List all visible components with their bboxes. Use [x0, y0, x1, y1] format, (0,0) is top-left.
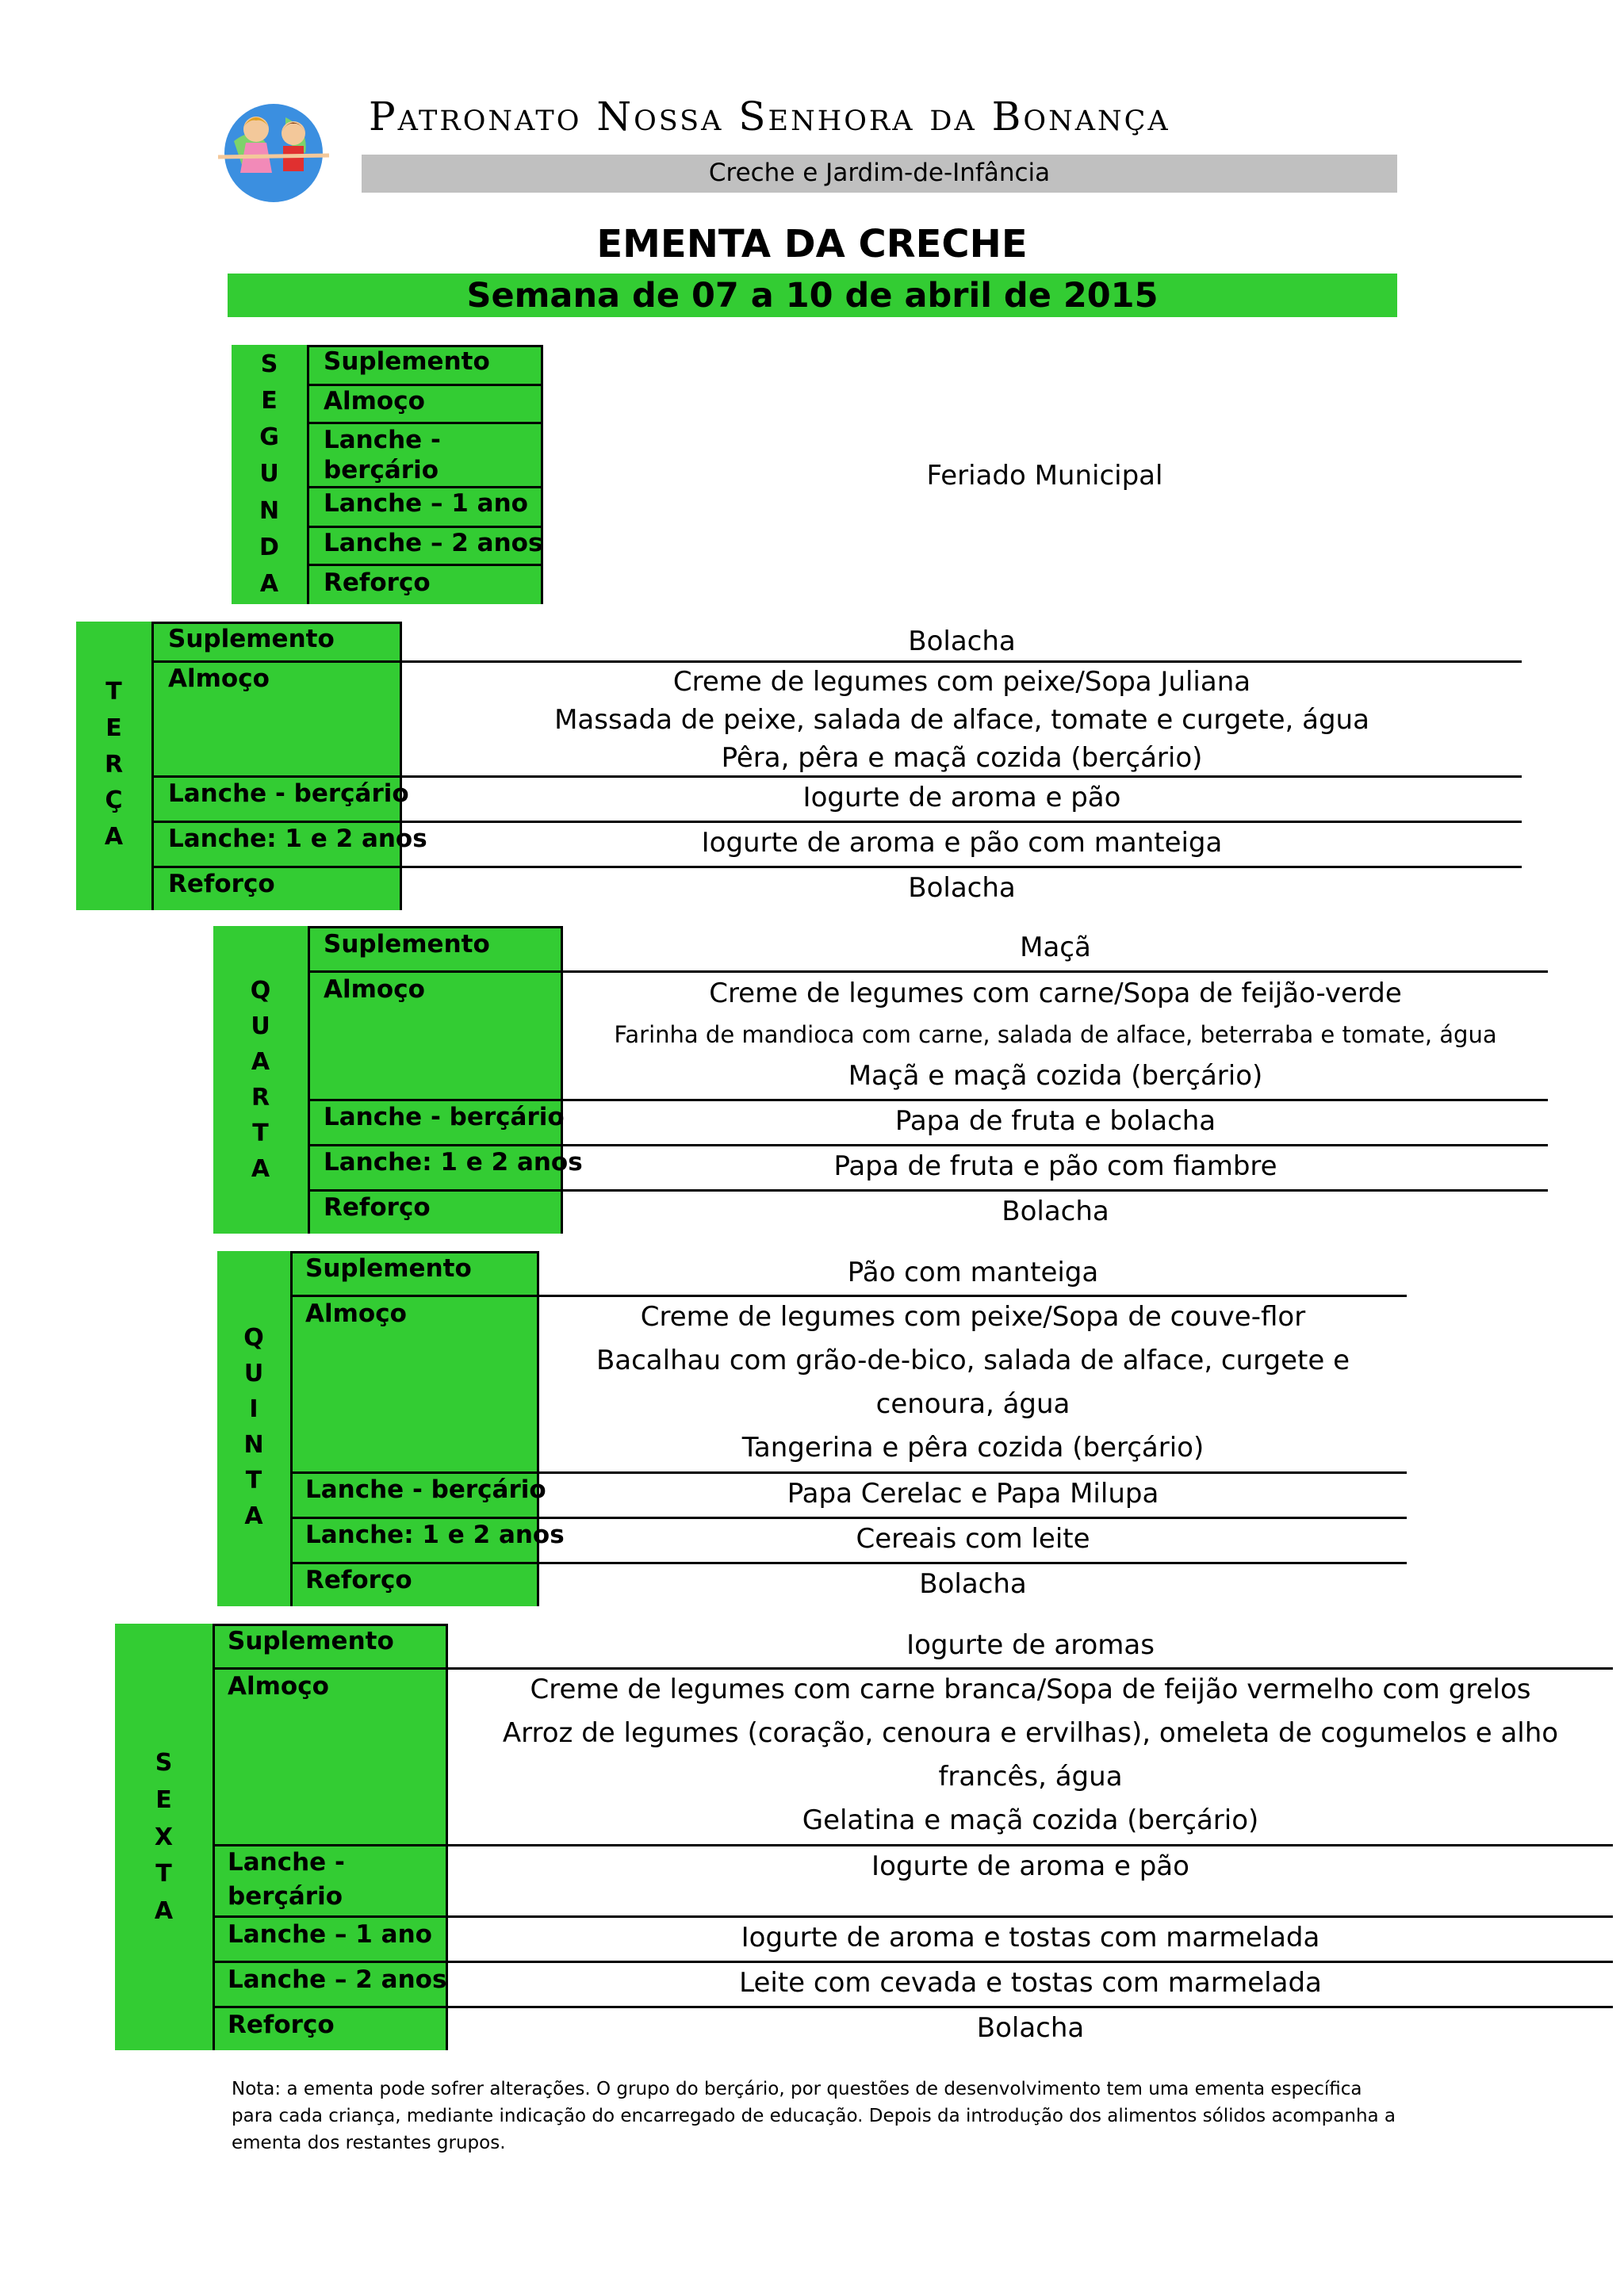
day-name-segunda [232, 350, 307, 598]
row-label: berçário [228, 1882, 343, 1911]
lanche-anos-value: Papa de fruta e pão com fiambre [833, 1150, 1277, 1182]
day-letter: A [251, 1155, 270, 1183]
day-letter: U [259, 460, 279, 488]
day-letter: S [155, 1749, 173, 1777]
row-label: Lanche - [324, 426, 441, 454]
lanche-bercario-value: Iogurte de aroma e pão [871, 1850, 1189, 1882]
day-letter: D [259, 533, 279, 561]
almoco-line: Bacalhau com grão-de-bico, salada de alface, curgete e [596, 1345, 1350, 1376]
day-letter: T [105, 678, 122, 706]
day-letter: R [251, 1084, 270, 1112]
almoco-line: Creme de legumes com peixe/Sopa Juliana [672, 666, 1251, 698]
reforco-value: Bolacha [919, 1568, 1027, 1600]
almoco-line: Creme de legumes com carne branca/Sopa de feijão vermelho com grelos [530, 1674, 1531, 1705]
row-label: Suplemento [324, 930, 490, 959]
lanche-bercario-value: Papa Cerelac e Papa Milupa [787, 1478, 1159, 1510]
row-label: Reforço [324, 1193, 431, 1222]
almoco-line: Gelatina e maçã cozida (berçário) [802, 1804, 1259, 1836]
day-name-sexta [115, 1749, 213, 1925]
almoco-line: Maçã e maçã cozida (berçário) [848, 1060, 1263, 1092]
row-label: Suplemento [305, 1254, 472, 1283]
row-label: Lanche: 1 e 2 anos [305, 1521, 565, 1549]
lanche-bercario-value: Papa de fruta e bolacha [894, 1105, 1216, 1137]
day-letter: T [155, 1860, 172, 1888]
row-label: Suplemento [168, 625, 335, 653]
row-label: Lanche – 2 anos [324, 529, 543, 557]
day-letter: Ç [105, 786, 123, 815]
day-letter: E [155, 1785, 172, 1814]
day-letter: G [259, 423, 279, 452]
day-name-terca [76, 678, 151, 851]
row-label: Lanche - berçário [305, 1475, 546, 1504]
page-title: EMENTA DA CRECHE [596, 222, 1028, 266]
row-label: Almoço [305, 1299, 407, 1328]
almoco-line: Tangerina e pêra cozida (berçário) [741, 1432, 1205, 1464]
almoco-line: Arroz de legumes (coração, cenoura e ervilhas), omeleta de cogumelos e alho [502, 1717, 1559, 1749]
day-name-quarta [213, 977, 308, 1183]
row-label: Suplemento [228, 1627, 394, 1655]
row-label: Lanche: 1 e 2 anos [168, 825, 427, 853]
lanche-anos-value: Iogurte de aroma e pão com manteiga [701, 827, 1223, 859]
lanche-bercario-value: Iogurte de aroma e pão [802, 782, 1121, 813]
row-label: Suplemento [324, 347, 490, 376]
almoco-line: Massada de peixe, salada de alface, tomate e curgete, água [554, 704, 1369, 736]
suplemento-value: Iogurte de aromas [906, 1629, 1155, 1661]
suplemento-value: Bolacha [908, 626, 1016, 657]
reforco-value: Bolacha [976, 2012, 1085, 2044]
day-letter: T [245, 1467, 262, 1494]
day-letter: N [243, 1431, 264, 1459]
day-letter: T [252, 1119, 269, 1147]
divider [290, 1251, 293, 1606]
day-letter: X [154, 1823, 174, 1851]
almoco-value [448, 1668, 1613, 1843]
organization-name: Patronato Nossa Senhora da Bonança [369, 94, 1170, 140]
row-label: Lanche – 1 ano [228, 1920, 432, 1949]
lanche-2anos-value: Leite com cevada e tostas com marmelada [739, 1967, 1322, 1999]
day-letter: A [104, 823, 124, 851]
day-letter: Q [250, 977, 271, 1004]
row-label: Lanche - berçário [324, 1103, 565, 1131]
day-letter: N [259, 496, 280, 525]
day-letter: A [244, 1502, 263, 1530]
row-label: Lanche – 2 anos [228, 1965, 447, 1994]
almoco-value [539, 1295, 1407, 1470]
children-globe-logo [210, 94, 337, 205]
row-label: Almoço [324, 975, 425, 1004]
row-label: Almoço [168, 664, 270, 693]
day-letter: E [261, 387, 278, 415]
row-label: Lanche - berçário [168, 779, 409, 808]
row-label: Reforço [168, 870, 275, 898]
day-letter: Q [243, 1324, 264, 1352]
footnote: Nota: a ementa pode sofrer alterações. O grupo do berçário, por questões de desenvolvimento tem uma ementa específica para cada criança, mediante indicação do encarregado de educação. Depois da introdução dos alimentos sólidos acompanha a ementa dos restantes grupos. [232, 2079, 1396, 2153]
row-label: berçário [324, 456, 439, 484]
almoco-line: Farinha de mandioca com carne, salada de alface, beterraba e tomate, água [614, 1021, 1497, 1048]
divider [213, 1624, 215, 2050]
week-range: Semana de 07 a 10 de abril de 2015 [466, 276, 1159, 316]
day-letter: U [243, 1360, 264, 1387]
holiday-note: Feriado Municipal [926, 460, 1163, 492]
suplemento-value: Pão com manteiga [847, 1257, 1099, 1288]
suplemento-value: Maçã [1020, 932, 1091, 963]
day-letter: S [260, 350, 278, 378]
day-letter: E [105, 714, 122, 742]
day-letter: A [251, 1048, 270, 1076]
day-letter: I [249, 1395, 259, 1423]
day-name-quinta [217, 1324, 290, 1530]
almoco-line: cenoura, água [875, 1388, 1071, 1420]
reforco-value: Bolacha [908, 872, 1016, 904]
almoco-line: Creme de legumes com peixe/Sopa de couve-flor [640, 1301, 1306, 1333]
row-label: Lanche – 1 ano [324, 489, 528, 518]
row-label: Reforço [305, 1566, 412, 1594]
lanche-anos-value: Cereais com leite [856, 1523, 1090, 1555]
almoco-value [563, 973, 1548, 1096]
divider [307, 564, 543, 566]
day-letter: A [154, 1897, 174, 1925]
reforco-value: Bolacha [1002, 1196, 1109, 1227]
day-letter: U [251, 1012, 270, 1040]
almoco-line: Creme de legumes com carne/Sopa de feijão-verde [709, 978, 1402, 1009]
row-label: Almoço [324, 387, 425, 415]
row-label: Lanche: 1 e 2 anos [324, 1148, 583, 1177]
day-letter: A [259, 569, 279, 598]
day-letter: R [104, 750, 124, 779]
lanche-1ano-value: Iogurte de aroma e tostas com marmelada [741, 1922, 1320, 1954]
subtitle: Creche e Jardim-de-Infância [708, 159, 1051, 187]
row-label: Lanche - [228, 1848, 345, 1877]
almoco-line: francês, água [938, 1761, 1123, 1793]
row-label: Reforço [228, 2011, 335, 2039]
row-label: Almoço [228, 1672, 329, 1701]
row-label: Reforço [324, 568, 431, 597]
almoco-line: Pêra, pêra e maçã cozida (berçário) [721, 742, 1203, 774]
almoco-value [402, 663, 1522, 777]
